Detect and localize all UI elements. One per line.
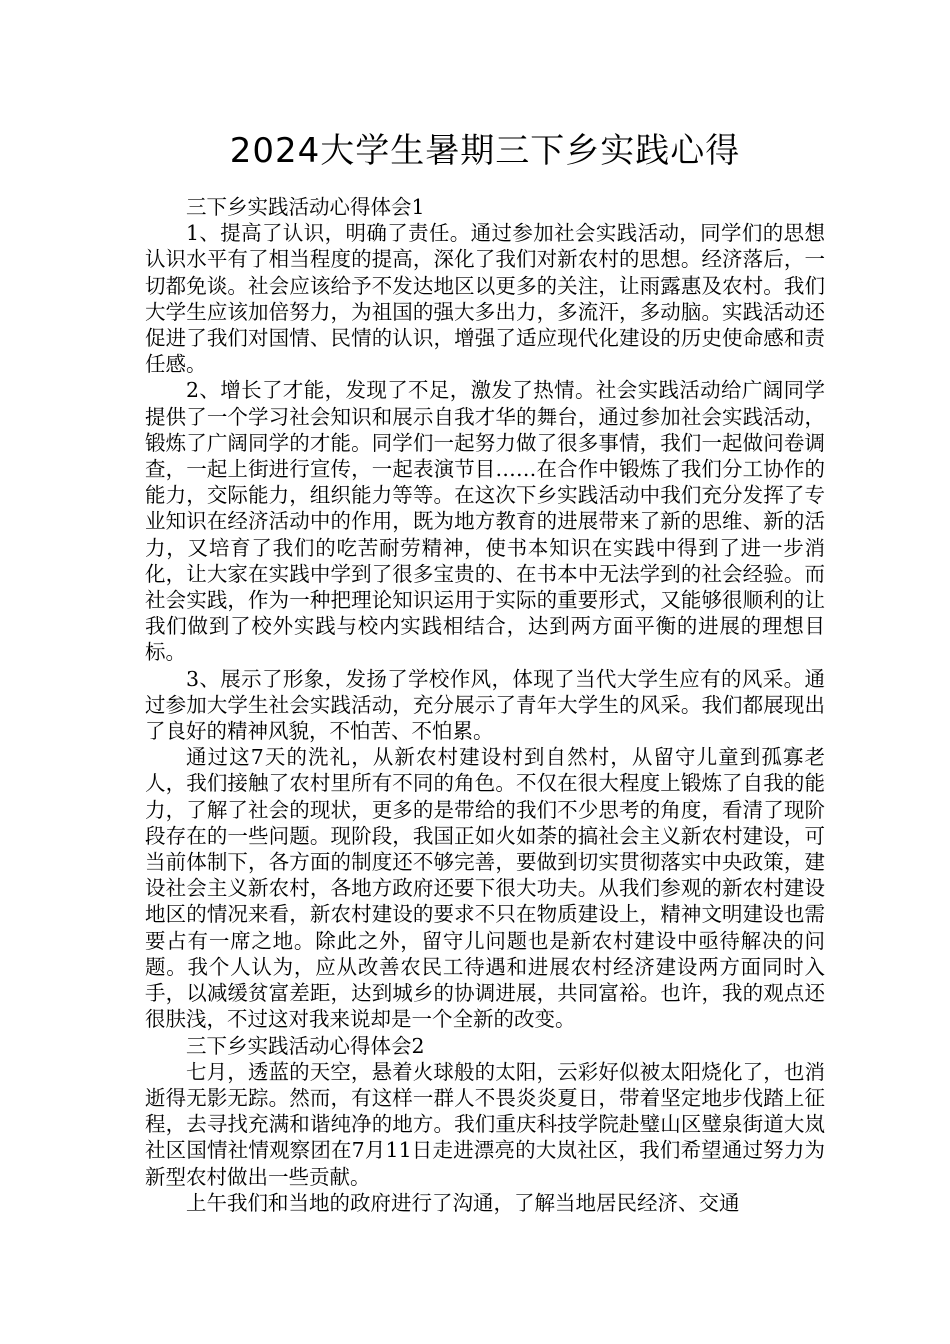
document-title: 2024大学生暑期三下乡实践心得 <box>229 131 741 171</box>
body-paragraph: 通过这7天的洗礼，从新农村建设村到自然村，从留守儿童到孤寡老人，我们接触了农村里所有不同的角色。不仅在很大程度上锻炼了自我的能力，了解了社会的现状，更多的是带给的我们不少思考的角度，看清了现阶段存在的一些问题。现阶段，我国正如火如荼的搞社会主义新农村建设，可当前体制下，各方面的制度还不够完善，要做到切实贯彻落实中央政策，建设社会主义新农村，各地方政府还要下很大功夫。从我们参观的新农村建设地区的情况来看，新农村建设的要求不只在物质建设上，精神文明建设也需要占有一席之地。除此之外，留守儿问题也是新农村建设中亟待解决的问题。我个人认为，应从改善农民工待遇和进展农村经济建设两方面同时入手，以减缓贫富差距，达到城乡的协调进展，共同富裕。也许，我的观点还很肤浅，不过这对我来说却是一个全新的改变。 <box>145 745 825 1032</box>
body-paragraph: 1、提高了认识，明确了责任。通过参加社会实践活动，同学们的思想认识水平有了相当程度的提高，深化了我们对新农村的思想。经济落后，一切都免谈。社会应该给予不发达地区以更多的关注，让雨露惠及农村。我们大学生应该加倍努力，为祖国的强大多出力，多流汗，多动脑。实践活动还促进了我们对国情、民情的认识，增强了适应现代化建设的历史使命感和责任感。 <box>145 221 825 377</box>
section-heading-1: 三下乡实践活动心得体会1 <box>186 195 425 219</box>
section-heading-2: 三下乡实践活动心得体会2 <box>186 1033 425 1058</box>
body-paragraph: 3、展示了形象，发扬了学校作风，体现了当代大学生应有的风采。通过参加大学生社会实践活动，充分展示了青年大学生的风采。我们都展现出了良好的精神风貌，不怕苦、不怕累。 <box>145 666 825 744</box>
body-paragraph: 上午我们和当地的政府进行了沟通，了解当地居民经济、交通 <box>186 1190 740 1215</box>
body-paragraph: 2、增长了才能，发现了不足，激发了热情。社会实践活动给广阔同学提供了一个学习社会知识和展示自我才华的舞台，通过参加社会实践活动，锻炼了广阔同学的才能。同学们一起努力做了很多事情，我们一起做问卷调查，一起上街进行宣传，一起表演节目……在合作中锻炼了我们分工协作的能力，交际能力，组织能力等等。在这次下乡实践活动中我们充分发挥了专业知识在经济活动中的作用，既为地方教育的进展带来了新的思维、新的活力，又培育了我们的吃苦耐劳精神，使书本知识在实践中得到了进一步消化，让大家在实践中学到了很多宝贵的、在书本中无法学到的社会经验。而社会实践，作为一种把理论知识运用于实际的重要形式，又能够很顺利的让我们做到了校外实践与校内实践相结合，达到两方面平衡的进展的理想目标。 <box>145 378 825 665</box>
body-paragraph: 七月，透蓝的天空，悬着火球般的太阳，云彩好似被太阳烧化了，也消逝得无影无踪。然而，有这样一群人不畏炎炎夏日，带着坚定地步伐踏上征程，去寻找充满和谐纯净的地方。我们重庆科技学院赴璧山区璧泉街道大岚社区国情社情观察团在7月11日走进漂亮的大岚社区，我们希望通过努力为新型农村做出一些贡献。 <box>145 1059 825 1189</box>
document-page <box>145 128 825 1216</box>
